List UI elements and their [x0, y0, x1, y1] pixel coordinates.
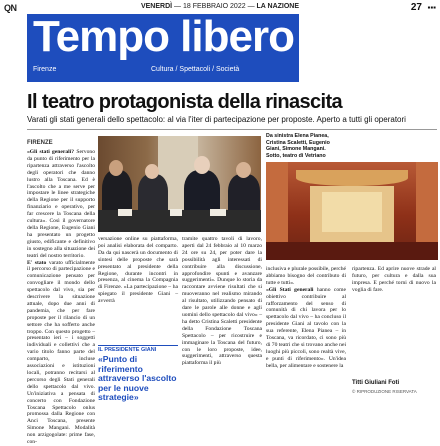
page-dots-icon: ▪▪▪ [427, 3, 436, 12]
section-title: Tempo libero [33, 12, 294, 61]
photo-caption: Da sinistra Elena Pianea, Cristina Scaletti, Eugenio Giani, Simone Mangani. Sotto, teatro di Vetriano [266, 133, 330, 159]
section-banner [27, 14, 299, 82]
article-column-1 [27, 149, 95, 446]
section-city: Firenze [33, 66, 57, 73]
press-conference-photo [98, 136, 261, 232]
column-text: Servono da punto di riferimento per la ripartenza attraverso l'ascolto degli operatori che danno lustro alla Toscana. Ed è l'ascolto che a me serve per impostare le linee strategiche della Regione per il supporto finanziario e operativo, per far crescere la Toscana della cultura». Così il governatore della Regione, Eugenio Giani ha presentato un progetto giusto, edificante e definitivo in sostegno alla situazione dei teatri del nostro territorio. [27, 149, 95, 259]
lead-in: E' stato [27, 259, 47, 266]
article-column-3 [182, 236, 262, 367]
column-text: inclusiva e plurale possibile, perché abbiamo bisogno del contributo di tutte e tutti». [266, 266, 346, 286]
theater-interior-photo [266, 162, 438, 260]
article-column-4 [266, 266, 346, 370]
article-column-2 [98, 236, 178, 305]
quote-label: IL PRESIDENTE GIANI [98, 347, 157, 353]
issue-date: VENERDÌ — 18 FEBBRAIO 2022 — LA NAZIONE [140, 3, 300, 10]
lead-in: «Gli stati generali? [27, 149, 75, 155]
pull-quote: «Punto di riferimento attraverso l'ascolto per le nuove strategie» [98, 354, 177, 403]
copyright-note: © RIPRODUZIONE RISERVATA [352, 389, 417, 394]
issue-date-text: 18 FEBBRAIO 2022 [182, 3, 246, 10]
article-dateline: FIRENZE [27, 140, 53, 146]
column-text: versazione online su piattaforma, poi analisi elaborata del comparto. Da da qui nascerà un documento di sintesi delle proposte che sarà presentato al presidente della Regione, durante incontri in presenza, al cinema la Compagnia di Firenze. «La partecipazione – ha spiegato il presidente Giani – avverrà [98, 236, 178, 305]
article-headline: Il teatro protagonista della rinascita [27, 91, 343, 113]
newspaper-logo: QN [4, 3, 17, 13]
issue-day: VENERDÌ [140, 3, 173, 10]
article-subhead: Varati gli stati generali dello spettacolo: al via l'iter di partecipazione per proposte. Aperto a tutti gli operatori [27, 115, 406, 124]
paper-name: LA NAZIONE [256, 3, 300, 10]
page-number: 27 [410, 2, 422, 13]
column-text: tramite quattro tavoli di lavoro, aperti dal 24 febbraio al 10 marzo 24 ore su 24, per poter dare la possibilità agli interessati di contribuire alla discussione, approfondire spunti e avanzare suggerimenti». Dunque lo storia da raccontare avviene risultati che si muoveranno nel realismo mirando al risultato, utilizzando pensato di dare le parole alle donne e agli uomini dello spettacolo dal vivo» – ha detto Cristina Scaletti presidente della Fondazione Toscana Spettacolo – per ricostruire e immaginare la Toscana del futuro, con le loro proposte, idee, suggerimenti, attraverso questa piattaforma il più [182, 236, 262, 367]
column-text: hanno come obiettivo contribuire al rafforzamento del senso di comunità di chi lavora per lo spettacolo dal vivo – ha concluso il presidente Giani al tavolo con la sua referente, Elena Pianea – in Toscana, va ricordato, ci sono più di 70 teatri che si trovano anche nei luoghi più piccoli, sono realtà vive, e punti di riferimento». Un'idea bella, per alimentare e sostenere la [266, 286, 346, 369]
lead-in: «Gli Stati generali [266, 286, 314, 293]
column-text-continued: ripartenza. Ed aprire nuove strade al futuro, per cultura e dalla sua impresa. E perché torni di nuovo la voglia di fare. [352, 266, 436, 293]
author-byline: Titti Giuliani Foti [352, 380, 400, 386]
quote-divider [98, 345, 178, 346]
divider [27, 129, 437, 130]
section-subtitle: Cultura / Spettacoli / Società [151, 66, 240, 73]
column-text: varato ufficialmente il percorso di partecipazione e comunicazione pensato per convogliare il mondo dello spettacolo dal vivo, sia per descrivere la situazione attuale, dopo due anni di pandemia, che per fare proposte per il rilancio di un settore che ha sofferto anche troppo. Con questo progetto – presentato ieri – i soggetti individuali e collettivi che a vario titolo fanno parte del comparto, incluse associazioni e istituzioni locali, potranno recitarsi al percorso degli Stati generali dello spettacolo dal vivo. Un'iniziativa a pensata di concerto con Fondazione Toscana Spettacolo onlus promossa dalla Regione con Anci Toscana, presente Simone Mangani. Modalità non arzigogolate: prime fase, con- [27, 259, 96, 446]
article-column-5 [352, 266, 436, 294]
